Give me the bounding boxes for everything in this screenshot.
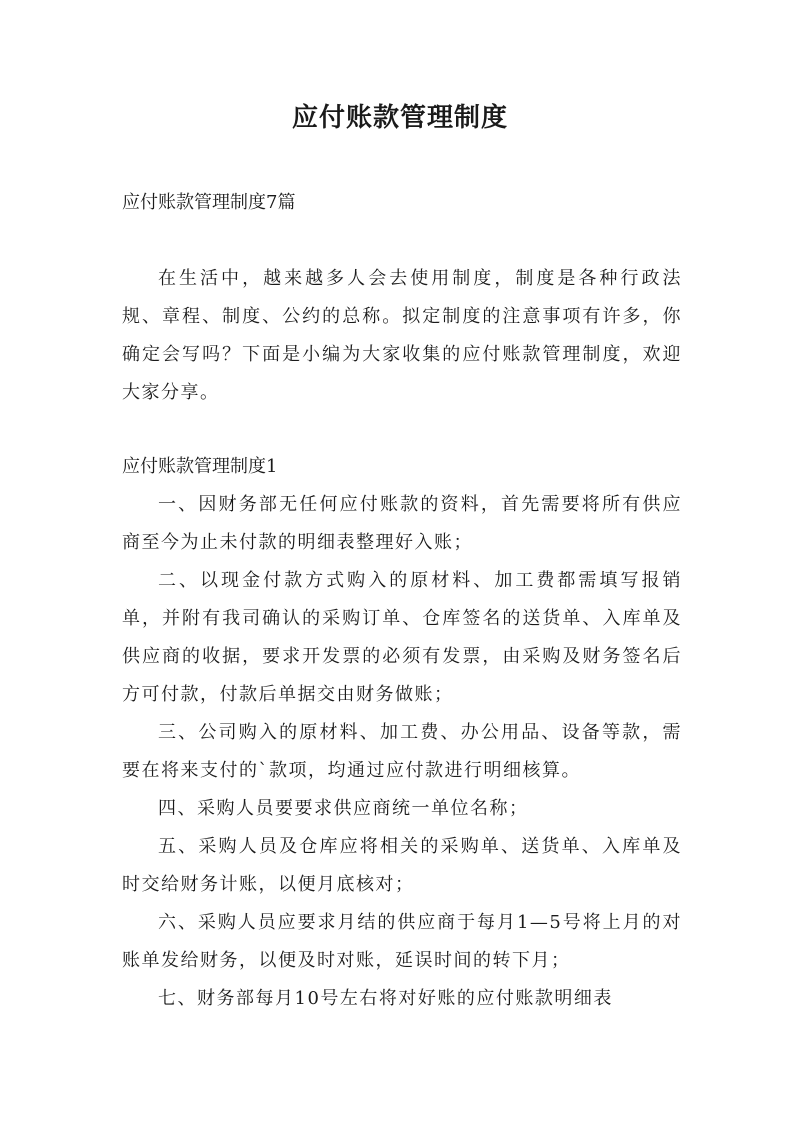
list-item: 七、财务部每月10号左右将对好账的应付账款明细表 — [158, 988, 613, 1009]
list-item: 二、以现金付款方式购入的原材料、加工费都需填写报销单，并附有我司确认的采购订单、仓库签名的送货单、入库单及供应商的收据，要求开发票的必须有发票，由采购及财务签名后方可付款，付款后单据交由财务做账； — [122, 570, 682, 705]
section-heading: 应付账款管理制度1 — [122, 456, 278, 477]
intro-paragraph: 在生活中，越来越多人会去使用制度，制度是各种行政法规、章程、制度、公约的总称。拟定制度的注意事项有许多，你确定会写吗？下面是小编为大家收集的应付账款管理制度，欢迎大家分享。 — [122, 268, 682, 403]
list-item: 三、公司购入的原材料、加工费、办公用品、设备等款，需要在将来支付的`款项，均通过应付款进行明细核算。 — [122, 722, 682, 781]
list-item: 五、采购人员及仓库应将相关的采购单、送货单、入库单及时交给财务计账，以便月底核对； — [122, 836, 682, 895]
list-item: 一、因财务部无任何应付账款的资料，首先需要将所有供应商至今为止未付款的明细表整理好入账； — [122, 494, 682, 553]
list-item: 四、采购人员要要求供应商统一单位名称； — [158, 798, 529, 819]
list-item: 六、采购人员应要求月结的供应商于每月1—5号将上月的对账单发给财务，以便及时对账，延误时间的转下月； — [122, 912, 682, 971]
document-subtitle: 应付账款管理制度7篇 — [122, 192, 296, 213]
document-title: 应付账款管理制度 — [291, 103, 508, 133]
